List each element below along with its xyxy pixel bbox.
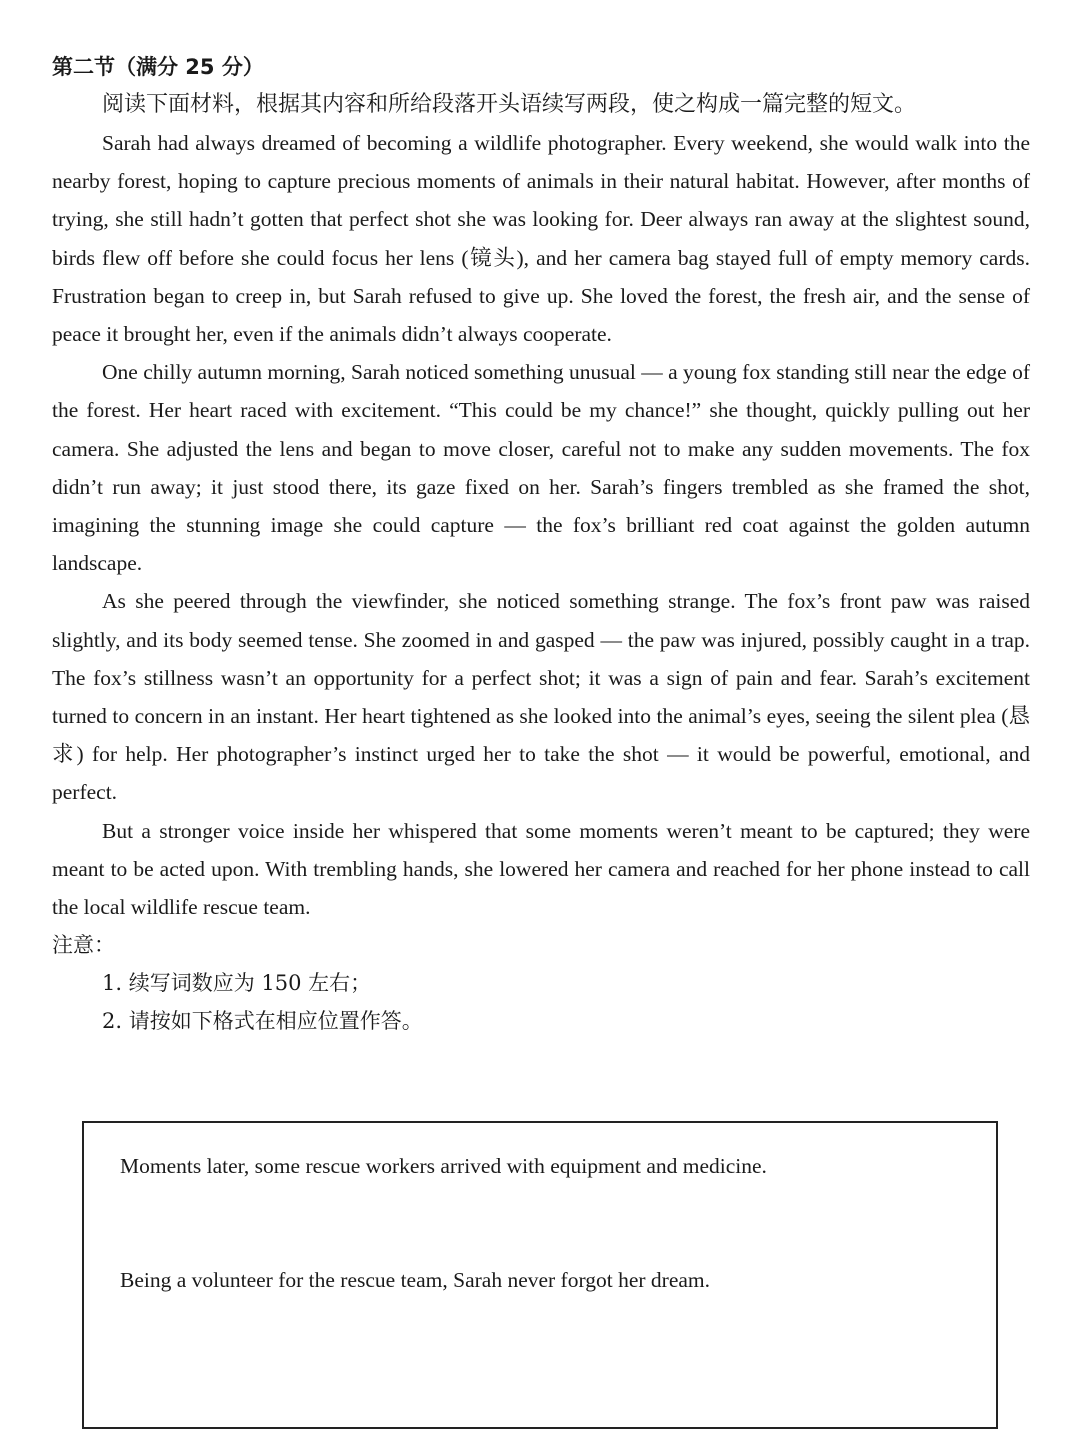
continuation-opening-1: Moments later, some rescue workers arrived with equipment and medicine. <box>120 1154 767 1178</box>
section-title: 第二节（满分 25 分） <box>52 55 264 79</box>
note-item-1: 1. 续写词数应为 150 左右； <box>102 971 372 996</box>
passage-paragraph-1: Sarah had always dreamed of becoming a wildlife photographer. Every weekend, she would walk into the nearby forest, hoping to capture precious moments of animals in their natural habitat. However, after months of trying, she still hadn’t gotten that perfect shot she was looking for. Deer always ran away at the slightest sound, birds flew off before she could focus her lens (镜头), and her camera bag stayed full of empty memory cards. Frustration began to creep in, but Sarah refused to give up. She loved the forest, the fresh air, and the sense of peace it brought her, even if the animals didn’t always cooperate. <box>52 131 1030 347</box>
passage-paragraph-3: As she peered through the viewfinder, she noticed something strange. The fox’s front paw was raised slightly, and its body seemed tense. She zoomed in and gasped — the paw was injured, possibly caught in a trap. The fox’s stillness wasn’t an opportunity for a perfect shot; it was a sign of pain and fear. Sarah’s excitement turned to concern in an instant. Her heart tightened as she looked into the animal’s eyes, seeing the silent plea (恳求) for help. Her photographer’s instinct urged her to take the shot — it would be powerful, emotional, and perfect. <box>52 589 1030 805</box>
notes-list <box>52 964 1030 1040</box>
exam-page <box>52 48 1030 1040</box>
passage <box>52 124 1030 926</box>
continuation-opening-2: Being a volunteer for the rescue team, Sarah never forgot her dream. <box>120 1268 711 1292</box>
passage-paragraph-2: One chilly autumn morning, Sarah noticed something unusual — a young fox standing still near the edge of the forest. Her heart raced with excitement. “This could be my chance!” she thought, quickly pulling out her camera. She adjusted the lens and began to move closer, careful not to make any sudden movements. The fox didn’t run away; it just stood there, its gaze fixed on her. Sarah’s fingers trembled as she framed the shot, imagining the stunning image she could capture — the fox’s brilliant red coat against the golden autumn landscape. <box>52 360 1030 576</box>
note-item-2: 2. 请按如下格式在相应位置作答。 <box>102 1009 423 1034</box>
notes-title: 注意： <box>52 933 115 958</box>
section-instruction: 阅读下面材料，根据其内容和所给段落开头语续写两段，使之构成一篇完整的短文。 <box>102 92 917 117</box>
passage-paragraph-4: But a stronger voice inside her whispered that some moments weren’t meant to be captured; they were meant to be acted upon. With trembling hands, she lowered her camera and reached for her phone instead to call the local wildlife rescue team. <box>52 818 1030 920</box>
answer-box[interactable] <box>82 1121 998 1429</box>
